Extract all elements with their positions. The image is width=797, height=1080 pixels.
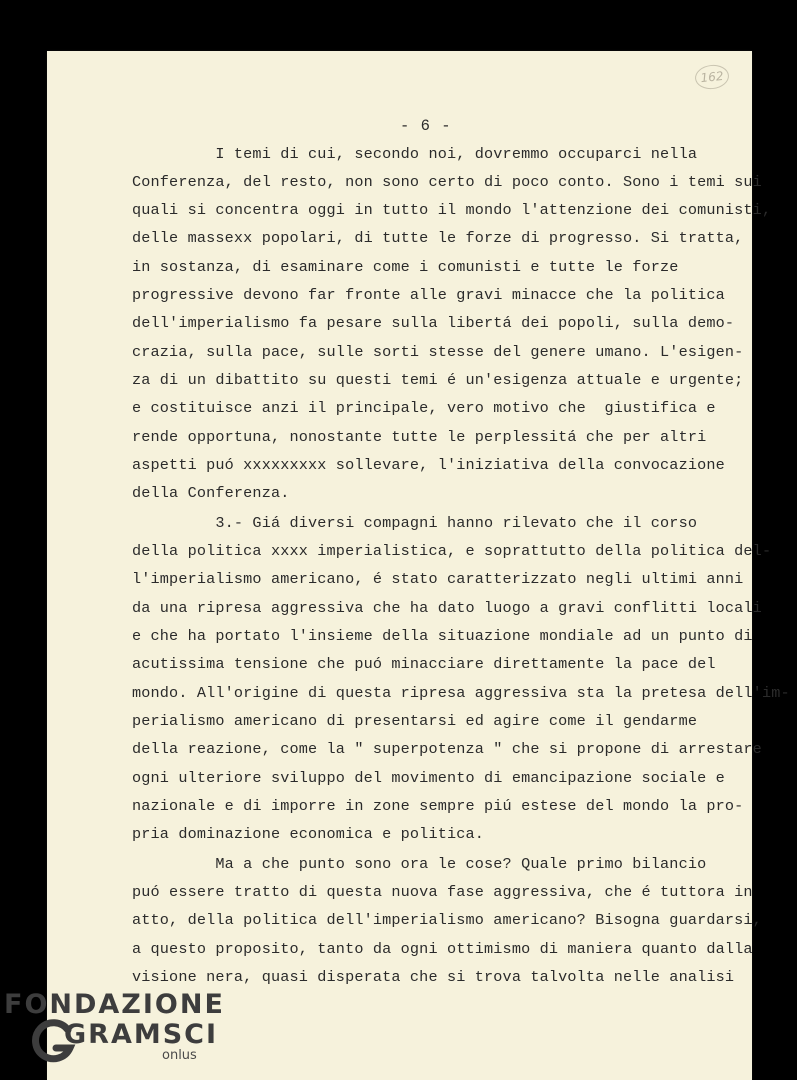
text-line: progressive devono far fronte alle gravi minacce che la politica [132,286,725,304]
text-line: quali si concentra oggi in tutto il mondo l'attenzione dei comunisti, [132,201,772,219]
text-line: crazia, sulla pace, sulle sorti stesse del genere umano. L'esigen- [132,343,744,361]
text-line: aspetti puó xxxxxxxxx sollevare, l'iniziativa della convocazione [132,456,725,474]
text-line: della politica xxxx imperialistica, e soprattutto della politica del- [132,542,772,560]
text-line: delle massexx popolari, di tutte le forze di progresso. Si tratta, [132,229,744,247]
text-line: 3.- Giá diversi compagni hanno rilevato che il corso [132,514,698,532]
text-line: perialismo americano di presentarsi ed agire come il gendarme [132,712,698,730]
text-line: ogni ulteriore sviluppo del movimento di emancipazione sociale e [132,769,725,787]
watermark-line-2: GRAMSCI [64,1019,219,1050]
text-line: da una ripresa aggressiva che ha dato luogo a gravi conflitti locali [132,599,762,617]
watermark-g-icon [30,1018,76,1064]
text-line: nazionale e di imporre in zone sempre piú estese del mondo la pro- [132,797,744,815]
text-line: puó essere tratto di questa nuova fase aggressiva, che é tuttora in [132,883,753,901]
text-line: in sostanza, di esaminare come i comunisti e tutte le forze [132,258,679,276]
watermark-line-1: FONDAZIONE [4,989,225,1020]
text-line: visione nera, quasi disperata che si trova talvolta nelle analisi [132,968,735,986]
text-line: e costituisce anzi il principale, vero motivo che giustifica e [132,399,716,417]
text-line: e che ha portato l'insieme della situazione mondiale ad un punto di [132,627,753,645]
text-line: pria dominazione economica e politica. [132,825,485,843]
text-line: mondo. All'origine di questa ripresa aggressiva sta la pretesa dell'im- [132,684,790,702]
watermark-onlus: onlus [162,1048,197,1063]
text-line: rende opportuna, nonostante tutte le perplessitá che per altri [132,428,707,446]
text-line: I temi di cui, secondo noi, dovremmo occuparci nella [132,145,698,163]
text-line: za di un dibattito su questi temi é un'esigenza attuale e urgente; [132,371,744,389]
page-number: - 6 - [400,117,452,135]
text-line: dell'imperialismo fa pesare sulla libertá dei popoli, sulla demo- [132,314,735,332]
text-line: Conferenza, del resto, non sono certo di poco conto. Sono i temi sui [132,173,762,191]
text-line: a questo proposito, tanto da ogni ottimismo di maniera quanto dalla [132,940,753,958]
text-line: della reazione, come la " superpotenza " che si propone di arrestare [132,740,762,758]
text-line: l'imperialismo americano, é stato caratterizzato negli ultimi anni [132,570,744,588]
text-line: Ma a che punto sono ora le cose? Quale primo bilancio [132,855,707,873]
text-line: atto, della politica dell'imperialismo americano? Bisogna guardarsi, [132,911,762,929]
folio-number: 162 [694,63,730,90]
text-line: acutissima tensione che puó minacciare direttamente la pace del [132,655,716,673]
text-line: della Conferenza. [132,484,290,502]
